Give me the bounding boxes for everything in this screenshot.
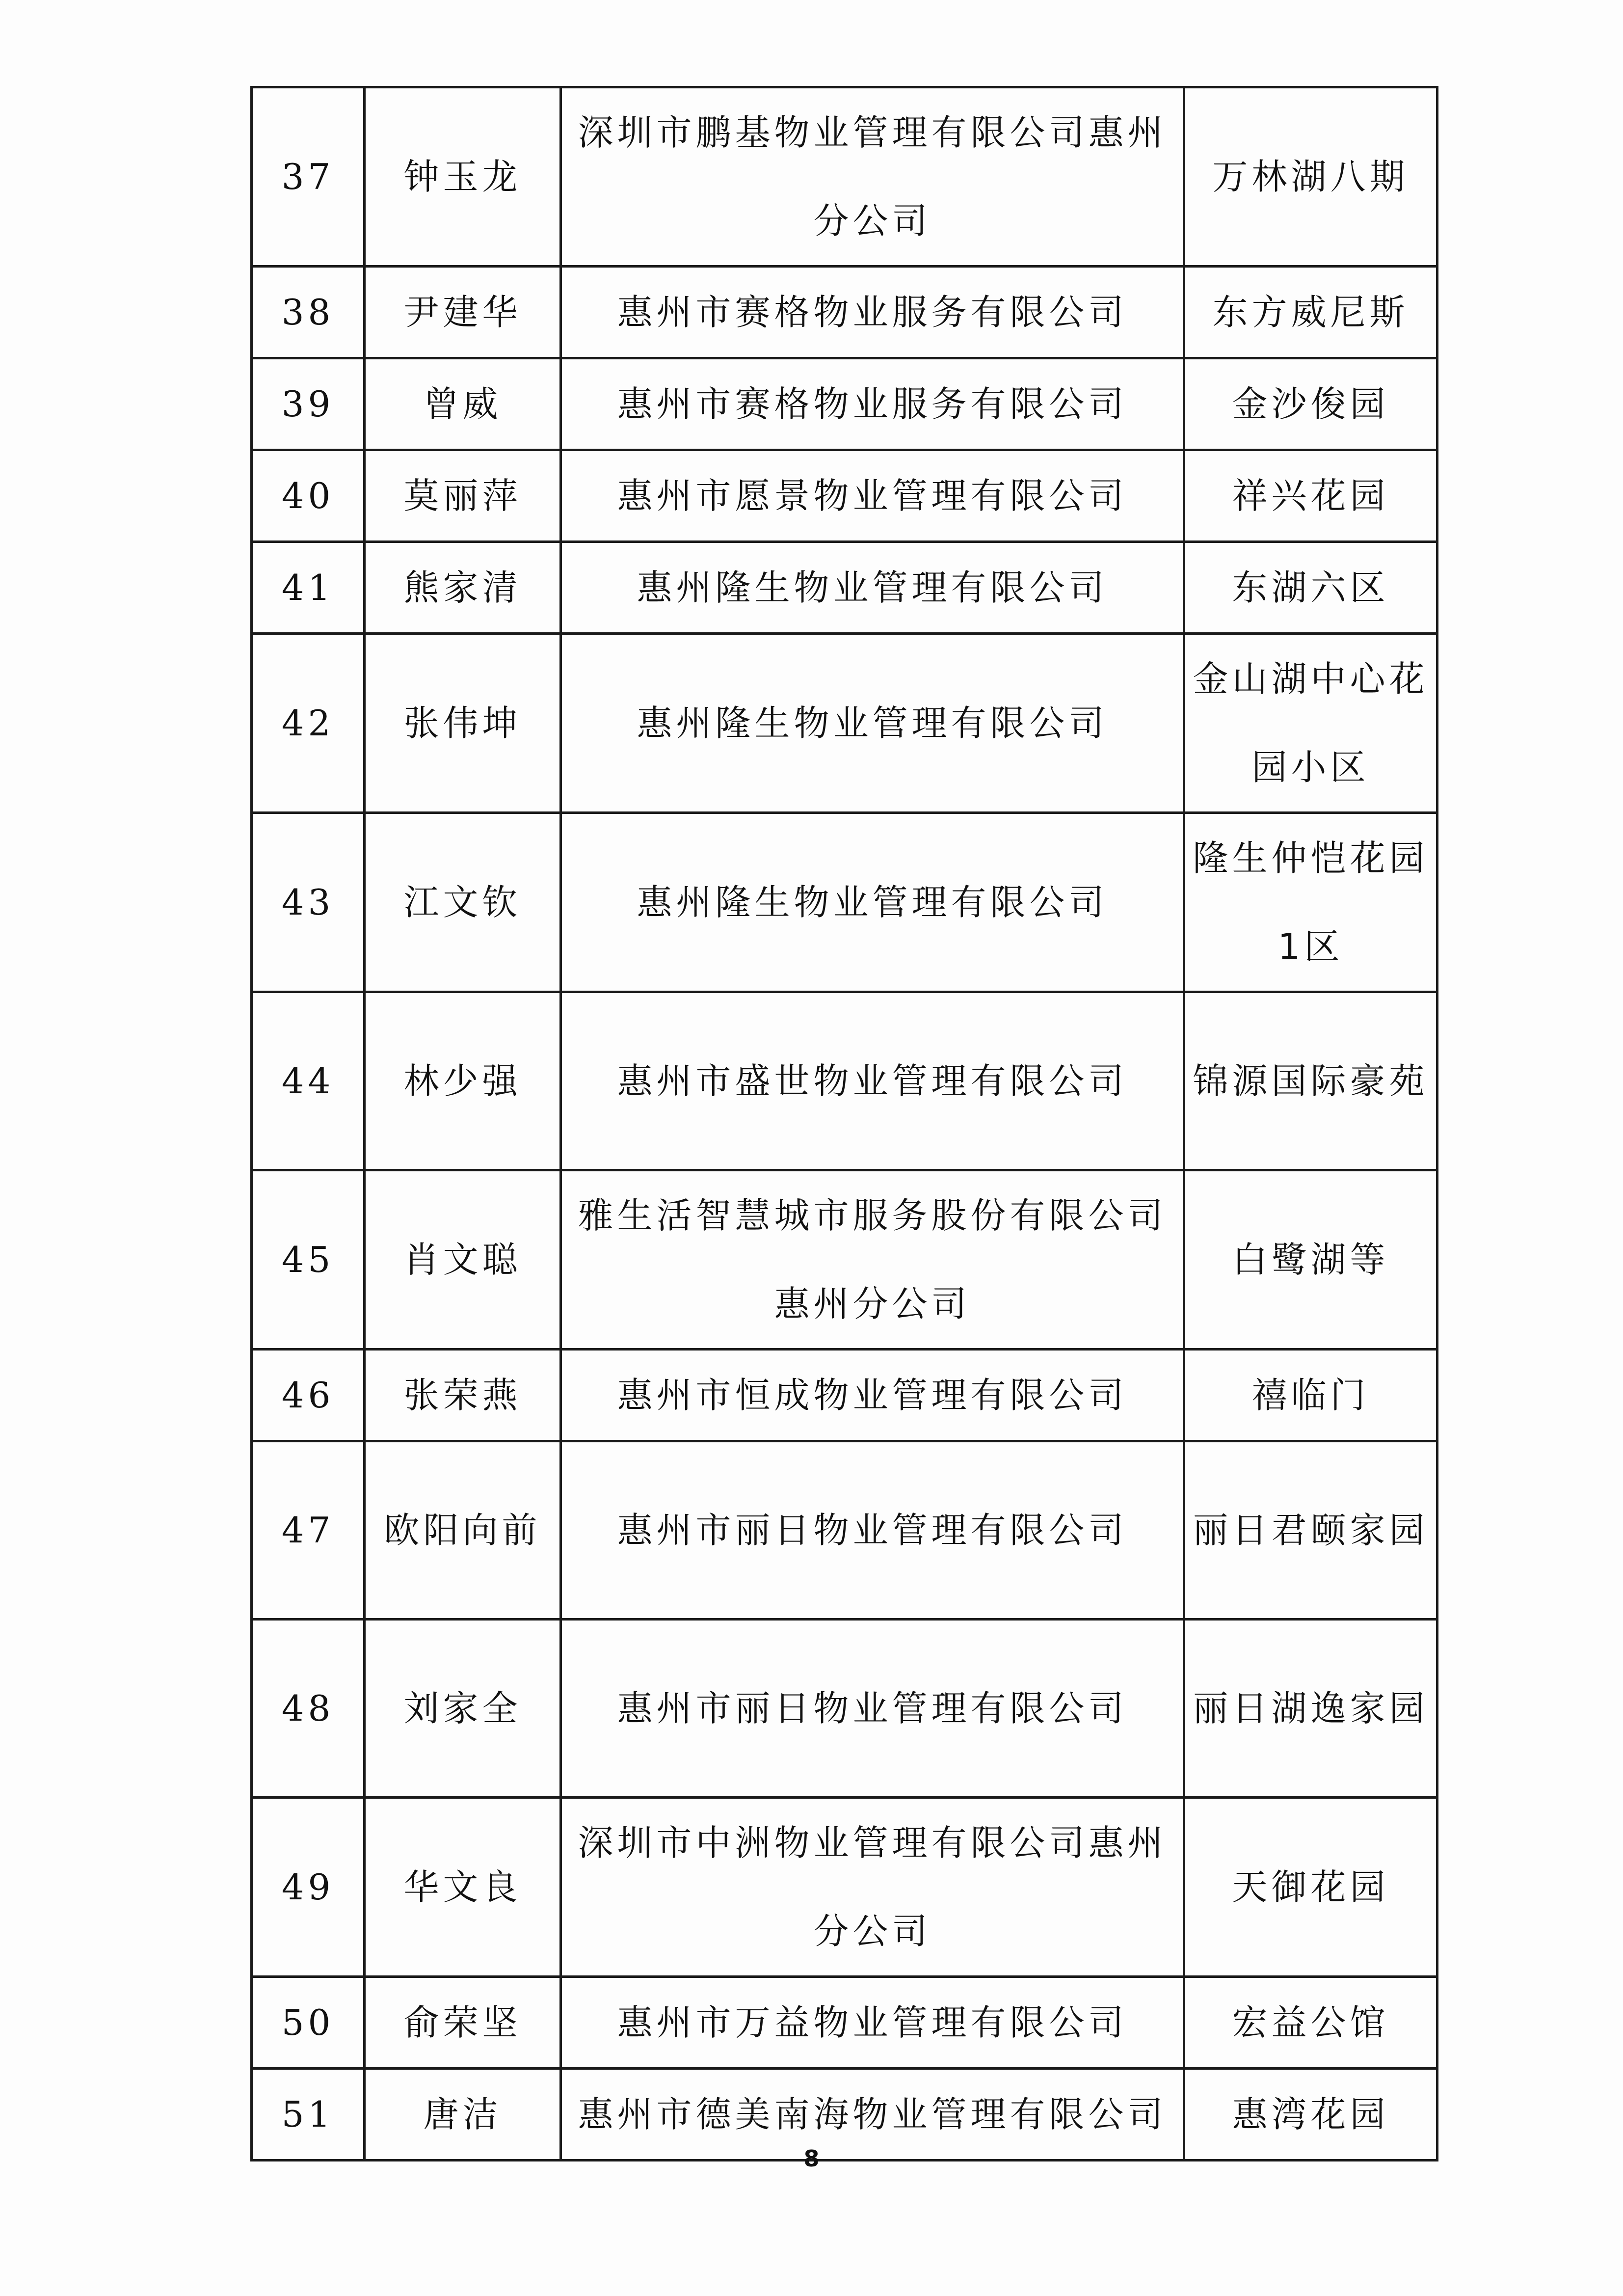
company-cell: 雅生活智慧城市服务股份有限公司惠州分公司 <box>561 1170 1184 1350</box>
row-number-cell: 49 <box>252 1798 365 1977</box>
manager-name-cell: 华文良 <box>365 1798 561 1977</box>
table-row <box>252 450 1437 542</box>
manager-name-cell: 曾威 <box>365 358 561 450</box>
row-number-cell: 50 <box>252 1977 365 2069</box>
company-cell: 惠州市赛格物业服务有限公司 <box>561 358 1184 450</box>
manager-name-cell: 刘家全 <box>365 1620 561 1798</box>
project-cell: 万林湖八期 <box>1184 87 1437 267</box>
manager-name-cell: 张伟坤 <box>365 634 561 813</box>
project-cell: 锦源国际豪苑 <box>1184 992 1437 1170</box>
row-number-cell: 45 <box>252 1170 365 1350</box>
project-cell: 白鹭湖等 <box>1184 1170 1437 1350</box>
company-cell: 深圳市鹏基物业管理有限公司惠州分公司 <box>561 87 1184 267</box>
manager-name-cell: 熊家清 <box>365 542 561 634</box>
project-cell: 祥兴花园 <box>1184 450 1437 542</box>
project-cell: 丽日湖逸家园 <box>1184 1620 1437 1798</box>
project-cell: 惠湾花园 <box>1184 2069 1437 2161</box>
table-row <box>252 1170 1437 1350</box>
project-cell: 宏益公馆 <box>1184 1977 1437 2069</box>
project-cell: 金沙俊园 <box>1184 358 1437 450</box>
project-cell: 隆生仲恺花园1区 <box>1184 813 1437 992</box>
row-number-cell: 40 <box>252 450 365 542</box>
manager-name-cell: 尹建华 <box>365 267 561 358</box>
table-row <box>252 1798 1437 1977</box>
row-number-cell: 46 <box>252 1350 365 1441</box>
table-row <box>252 992 1437 1170</box>
project-cell: 东方威尼斯 <box>1184 267 1437 358</box>
company-cell: 惠州市德美南海物业管理有限公司 <box>561 2069 1184 2161</box>
table-row <box>252 634 1437 813</box>
company-cell: 惠州隆生物业管理有限公司 <box>561 813 1184 992</box>
manager-name-cell: 欧阳向前 <box>365 1441 561 1620</box>
table-row <box>252 1441 1437 1620</box>
row-number-cell: 47 <box>252 1441 365 1620</box>
company-cell: 惠州隆生物业管理有限公司 <box>561 542 1184 634</box>
table-row <box>252 1620 1437 1798</box>
company-cell: 惠州市丽日物业管理有限公司 <box>561 1441 1184 1620</box>
project-cell: 天御花园 <box>1184 1798 1437 1977</box>
company-cell: 惠州市恒成物业管理有限公司 <box>561 1350 1184 1441</box>
row-number-cell: 39 <box>252 358 365 450</box>
project-cell: 金山湖中心花园小区 <box>1184 634 1437 813</box>
company-cell: 惠州市愿景物业管理有限公司 <box>561 450 1184 542</box>
table-row <box>252 358 1437 450</box>
row-number-cell: 38 <box>252 267 365 358</box>
property-manager-table <box>250 86 1438 2161</box>
page-number: 8 <box>803 2145 820 2172</box>
row-number-cell: 51 <box>252 2069 365 2161</box>
company-cell: 惠州隆生物业管理有限公司 <box>561 634 1184 813</box>
company-cell: 深圳市中洲物业管理有限公司惠州分公司 <box>561 1798 1184 1977</box>
manager-name-cell: 江文钦 <box>365 813 561 992</box>
manager-name-cell: 唐洁 <box>365 2069 561 2161</box>
manager-name-cell: 张荣燕 <box>365 1350 561 1441</box>
row-number-cell: 37 <box>252 87 365 267</box>
row-number-cell: 43 <box>252 813 365 992</box>
project-cell: 禧临门 <box>1184 1350 1437 1441</box>
project-cell: 东湖六区 <box>1184 542 1437 634</box>
row-number-cell: 44 <box>252 992 365 1170</box>
table-body <box>252 87 1437 2161</box>
table-row <box>252 542 1437 634</box>
project-cell: 丽日君颐家园 <box>1184 1441 1437 1620</box>
row-number-cell: 48 <box>252 1620 365 1798</box>
manager-name-cell: 林少强 <box>365 992 561 1170</box>
table-row <box>252 87 1437 267</box>
manager-name-cell: 钟玉龙 <box>365 87 561 267</box>
row-number-cell: 41 <box>252 542 365 634</box>
manager-name-cell: 肖文聪 <box>365 1170 561 1350</box>
company-cell: 惠州市盛世物业管理有限公司 <box>561 992 1184 1170</box>
table-row <box>252 1350 1437 1441</box>
company-cell: 惠州市赛格物业服务有限公司 <box>561 267 1184 358</box>
company-cell: 惠州市万益物业管理有限公司 <box>561 1977 1184 2069</box>
manager-name-cell: 俞荣坚 <box>365 1977 561 2069</box>
manager-name-cell: 莫丽萍 <box>365 450 561 542</box>
row-number-cell: 42 <box>252 634 365 813</box>
table-row <box>252 267 1437 358</box>
table-row <box>252 813 1437 992</box>
company-cell: 惠州市丽日物业管理有限公司 <box>561 1620 1184 1798</box>
table-row <box>252 1977 1437 2069</box>
